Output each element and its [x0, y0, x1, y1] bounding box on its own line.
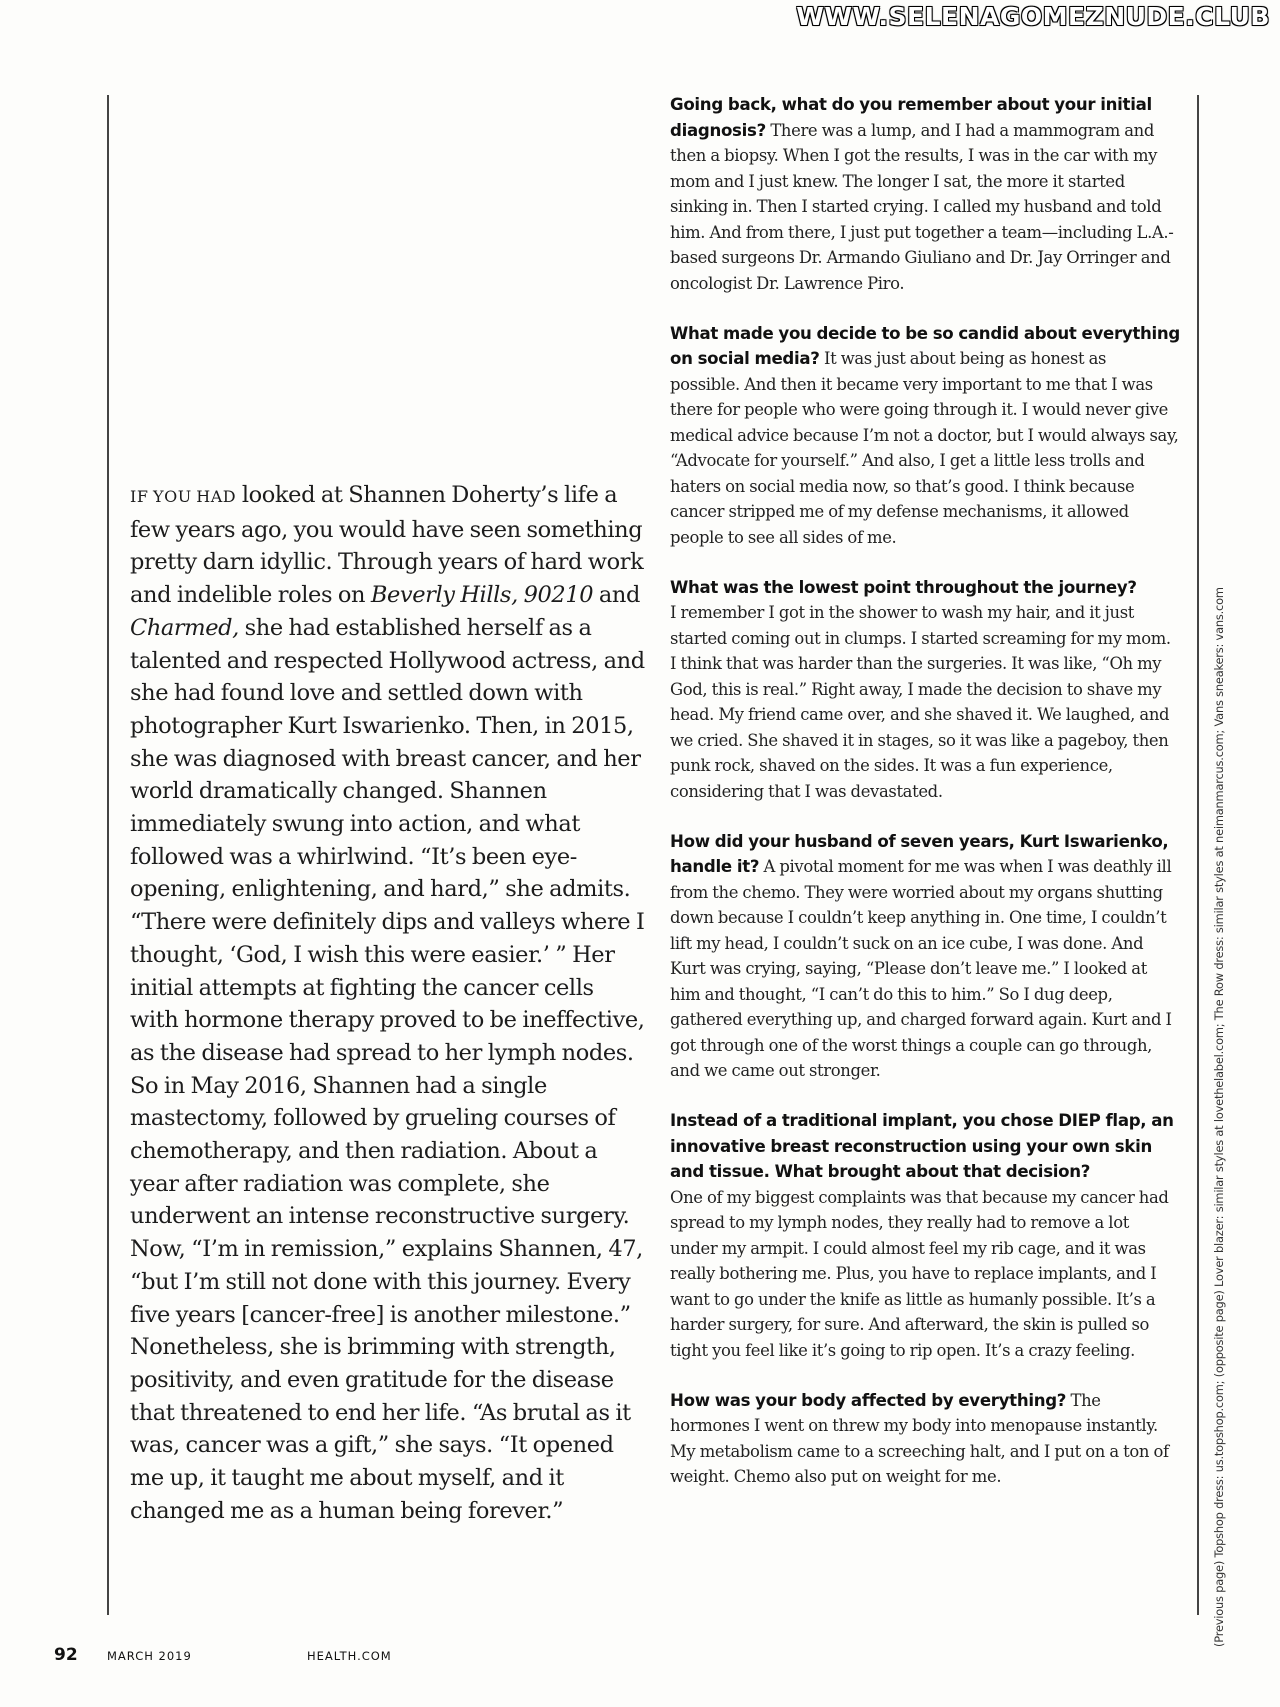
question: How was your body affected by everything? — [670, 1390, 1067, 1410]
answer: There was a lump, and I had a mammogram and then a biopsy. When I got the results, I was in the car with my mom and I just knew. The longer I sat, the more it started sinking in. Then I started crying. I called my husband and told him. And from there, I just put together a team—including L.A.-based surgeons Dr. Armando Giuliano and Dr. Jay Orringer and oncologist Dr. Lawrence Piro. — [670, 120, 1174, 293]
page-number: 92 — [54, 1645, 78, 1665]
qa-item-body — [670, 1388, 1180, 1490]
question: How did your husband of seven years, Kurt Iswarienko, handle it? — [670, 831, 1169, 876]
question: Instead of a traditional implant, you chose DIEP flap, an innovative breast reconstruction using your own skin and tissue. What brought about that decision? — [670, 1111, 1174, 1181]
watermark-text: WWW.SELENAGOMEZNUDE.CLUB — [796, 2, 1270, 31]
qa-column — [670, 92, 1180, 1514]
left-column-rule — [107, 95, 109, 1615]
site-name: HEALTH.COM — [307, 1649, 392, 1663]
fashion-credits: (Previous page) Topshop dress: us.topshop.com; (opposite page) Lover blazer: similar styles at lovethelabel.com; The Row dress: similar styles at neimanmarcus.com; Vans sneakers: vans.com — [1212, 587, 1226, 1647]
qa-item-lowest-point — [670, 575, 1180, 805]
answer: One of my biggest complaints was that because my cancer had spread to my lymph nodes, they really had to remove a lot under my armpit. I could almost feel my rib cage, and it was really bothering me. Plus, you have to replace implants, and I want to go under the knife as little as humanly possible. It’s a harder surgery, for sure. And afterward, the skin is pulled so tight you feel like it’s going to rip open. It’s a crazy feeling. — [670, 1187, 1169, 1360]
lead-in-caps: IF YOU HAD — [130, 487, 237, 506]
intro-text-1: looked at Shannen Doherty’s life a few years ago, you would have seen something pretty darn idyllic. Through years of hard work and indelible roles on — [130, 482, 644, 609]
qa-item-husband — [670, 829, 1180, 1084]
answer: It was just about being as honest as possible. And then it became very important to me that I was there for people who were going through it. I would never give medical advice because I’m not a doctor, but I would always say, “Advocate for yourself.” And also, I get a little less trolls and haters on social media now, so that’s good. I think because cancer stripped me of my defense mechanisms, it allowed people to see all sides of me. — [670, 349, 1179, 547]
question: Going back, what do you remember about your initial diagnosis? — [670, 95, 1152, 140]
show-title-charmed: Charmed, — [130, 614, 239, 641]
issue-date: MARCH 2019 — [107, 1649, 192, 1663]
answer: A pivotal moment for me was when I was deathly ill from the chemo. They were worried about my organs shutting down because I couldn’t keep anything in. One time, I couldn’t lift my head, I couldn’t suck on an ice cube, I was done. And Kurt was crying, saying, “Please don’t leave me.” I looked at him and thought, “I can’t do this to him.” So I dug deep, gathered everything up, and charged forward again. Kurt and I got through one of the worst things a couple can go through, and we came out stronger. — [670, 857, 1172, 1080]
intro-paragraph — [130, 479, 645, 1528]
question: What made you decide to be so candid about everything on social media? — [670, 323, 1180, 368]
answer: The hormones I went on threw my body into menopause instantly. My metabolism came to a screeching halt, and I put on a ton of weight. Chemo also put on weight for me. — [670, 1390, 1169, 1486]
qa-item-social-media — [670, 321, 1180, 551]
qa-item-diep-flap — [670, 1108, 1180, 1363]
right-column-rule — [1197, 95, 1199, 1615]
answer: I remember I got in the shower to wash my hair, and it just started coming out in clumps. I started screaming for my mom. I think that was harder than the surgeries. It was like, “Oh my God, this is real.” Right away, I made the decision to shave my head. My friend came over, and she shaved it. We laughed, and we cried. She shaved it in stages, so it was like a pageboy, then punk rock, shaved on the sides. It was a fun experience, considering that I was devastated. — [670, 603, 1171, 801]
qa-item-diagnosis — [670, 92, 1180, 296]
question: What was the lowest point throughout the journey? — [670, 577, 1137, 597]
intro-conjunction: and — [593, 582, 641, 609]
show-title-beverly-hills: Beverly Hills, 90210 — [370, 582, 594, 609]
intro-text-2: she had established herself as a talented and respected Hollywood actress, and she had found love and settled down with photographer Kurt Iswarienko. Then, in 2015, she was diagnosed with breast cancer, and her world dramatically changed. Shannen immediately swung into action, and what followed was a whirlwind. “It’s been eye-opening, enlightening, and hard,” she admits. “There were definitely dips and valleys where I thought, ‘God, I wish this were easier.’ ” Her initial attempts at fighting the cancer cells with hormone therapy proved to be ineffective, as the disease had spread to her lymph nodes. So in May 2016, Shannen had a single mastectomy, followed by grueling courses of chemotherapy, and then radiation. About a year after radiation was complete, she underwent an intense reconstructive surgery. Now, “I’m in remission,” explains Shannen, 47, “but I’m still not done with this journey. Every five years [cancer-free] is another milestone.” Nonetheless, she is brimming with strength, positivity, and even gratitude for the disease that threatened to end her life. “As brutal as it was, cancer was a gift,” she says. “It opened me up, it taught me about myself, and it changed me as a human being forever.” — [130, 614, 645, 1524]
